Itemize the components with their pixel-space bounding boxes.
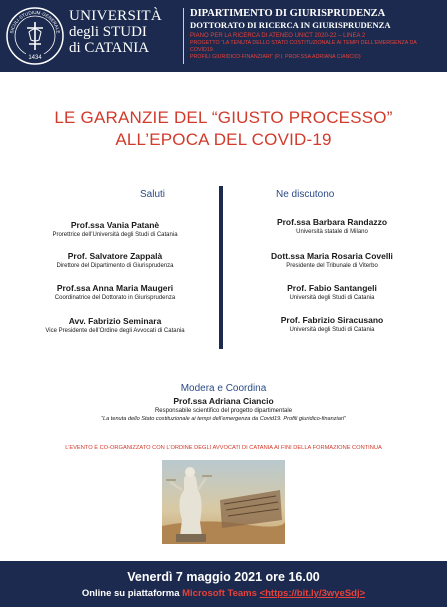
online-info [0, 588, 447, 599]
speaker-name: Prof.ssa Vania Patanè [70, 220, 160, 230]
discussant-speaker [232, 251, 432, 270]
moderator-project: “La tenuta dello Stato costituzionale ai tempi dell’emergenza da Covid19. Profili giuridico-finanziari” [101, 416, 346, 422]
discussant-speaker [232, 217, 432, 236]
research-plan: PIANO PER LA RICERCA DI ATENEO UNICT 2020-22 – LINEA 2 [190, 33, 366, 39]
university-name [69, 8, 179, 56]
moderator-name: Prof.ssa Adriana Ciancio [173, 396, 274, 406]
speaker-role: Coordinatrice del Dottorato in Giurisprudenza [54, 295, 176, 301]
university-line-3: di CATANIA [69, 40, 150, 56]
speaker-name: Prof.ssa Barbara Randazzo [276, 217, 388, 227]
project-line-2: PROFILI GIURIDICO-FINANZIARI” (P.I. PROF.SSA ADRIANA CIANCIO) [190, 54, 361, 60]
seal-year: 1434 [28, 55, 42, 61]
speaker-name: Prof. Fabio Santangeli [287, 283, 377, 293]
header-banner [0, 0, 447, 72]
justice-statue-painting [162, 460, 285, 544]
header-divider [183, 8, 184, 64]
moderator-role: Responsabile scientifico del progetto dipartimentale [154, 408, 293, 414]
column-divider [219, 186, 223, 349]
speaker-name: Avv. Fabrizio Seminara [68, 316, 162, 326]
speaker-name: Prof.ssa Anna Maria Maugeri [56, 283, 174, 293]
saluti-speaker [20, 316, 210, 335]
saluti-heading: Saluti [140, 189, 166, 200]
online-prefix: Online su piattaforma [81, 588, 183, 599]
speaker-role: Università degli Studi di Catania [289, 295, 375, 301]
event-title [0, 107, 447, 151]
moderator-heading: Modera e Coordina [180, 383, 267, 394]
speaker-name: Prof. Fabrizio Siracusano [280, 315, 384, 325]
saluti-speaker [20, 251, 210, 270]
saluti-speaker [20, 283, 210, 302]
seal-text: SICULI·STUDIUM·GENERALE [9, 9, 61, 34]
speaker-role: Presidente del Tribunale di Viterbo [286, 263, 378, 269]
event-date: Venerdì 7 maggio 2021 ore 16.00 [127, 570, 320, 584]
university-line-1: UNIVERSITÀ [69, 8, 162, 24]
speaker-role: Direttore del Dipartimento di Giurisprudenza [56, 263, 174, 269]
doctorate-title: DOTTORATO DI RICERCA IN GIURISPRUDENZA [190, 20, 391, 30]
footer-banner [0, 561, 447, 607]
discussant-speaker [232, 315, 432, 334]
discussants-heading: Ne discutono [276, 189, 335, 200]
speaker-role: Università degli Studi di Catania [289, 327, 375, 333]
speaker-name: Prof. Salvatore Zappalà [67, 251, 163, 261]
speaker-role: Vice Presidente dell’Ordine degli Avvocati di Catania [45, 328, 185, 334]
co-organization-notice: L’EVENTO È CO-ORGANIZZATO CON L’ORDINE DEGLI AVVOCATI DI CATANIA AI FINI DELLA FORMAZIONE CONTINUA [65, 445, 382, 451]
university-line-2: degli STUDI [69, 24, 147, 40]
saluti-speaker [20, 220, 210, 239]
discussant-speaker [232, 283, 432, 302]
platform-name: Microsoft Teams [182, 588, 257, 599]
speaker-name: Dott.ssa Maria Rosaria Covelli [271, 251, 393, 261]
speaker-role: Prorettrice dell’Università degli Studi di Catania [52, 232, 178, 238]
university-seal-icon [5, 6, 65, 66]
speaker-role: Università statale di Milano [296, 229, 368, 235]
project-line-1: PROGETTO “LA TENUTA DELLO STATO COSTITUZIONALE AI TEMPI DELL’EMERGENZA DA COVID19. [190, 40, 417, 53]
department-title: DIPARTIMENTO DI GIURISPRUDENZA [190, 8, 386, 19]
event-title-line-1: LE GARANZIE DEL “GIUSTO PROCESSO” [54, 108, 393, 127]
department-block [190, 8, 442, 61]
event-link[interactable]: <https://bit.ly/3wyeSdj> [259, 588, 366, 599]
event-title-line-2: ALL’EPOCA DEL COVID-19 [115, 130, 332, 149]
